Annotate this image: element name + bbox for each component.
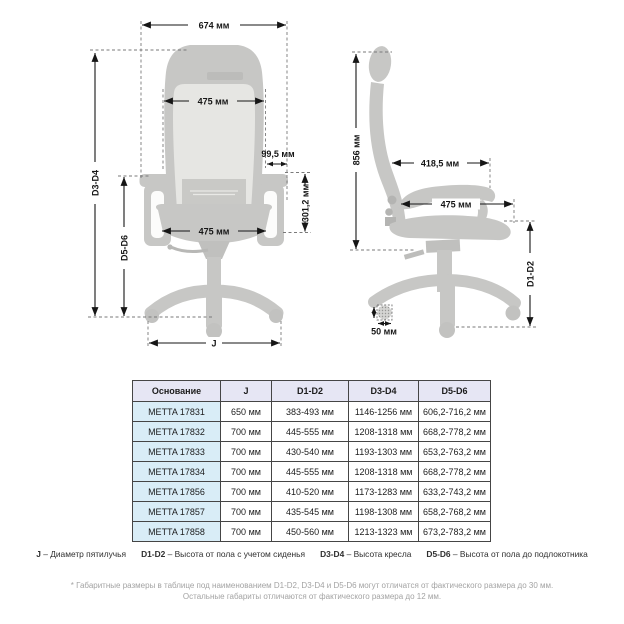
dim-d3d4-label: D3-D4 xyxy=(90,169,101,197)
dim-total-width-label: 674 мм xyxy=(198,20,230,31)
caster xyxy=(506,306,521,321)
d1d2-cell: 430-540 мм xyxy=(272,442,349,462)
d3d4-cell: 1146-1256 мм xyxy=(349,402,419,422)
dim-back-height-label: 856 мм xyxy=(351,134,362,166)
base-front-leg xyxy=(440,282,455,328)
legend-item-d1d2 xyxy=(141,549,305,559)
table-header-row xyxy=(133,381,491,402)
dim-backrest-width-label: 475 мм xyxy=(197,96,229,107)
d3d4-cell: 1208-1318 мм xyxy=(349,422,419,442)
legend-desc: – Высота от пола с учетом сиденья xyxy=(167,549,306,559)
j-cell: 700 мм xyxy=(221,422,272,442)
j-cell: 700 мм xyxy=(221,462,272,482)
legend-desc: – Высота от пола до подлокотника xyxy=(452,549,588,559)
table-row xyxy=(133,442,491,462)
spec-table xyxy=(132,380,491,542)
legend-key: D5-D6 xyxy=(426,549,451,559)
dim-d1d2-label: D1-D2 xyxy=(525,260,536,288)
legend-item-d5d6 xyxy=(426,549,587,559)
table-row xyxy=(133,402,491,422)
headrest-side xyxy=(367,45,394,84)
header-d3d4: D3-D4 xyxy=(349,381,419,402)
legend xyxy=(0,549,624,559)
table-row xyxy=(133,462,491,482)
table-row xyxy=(133,522,491,542)
footnote-line-1: * Габаритные размеры в таблице под наименованием D1-D2, D3-D4 и D5-D6 могут отличатся от фактического размера до 30 мм. xyxy=(70,581,554,590)
footnote xyxy=(0,580,624,602)
dim-armrest-height-label: 301,2 мм xyxy=(300,183,311,223)
back-knob xyxy=(388,196,397,205)
d5d6-cell: 658,2-768,2 мм xyxy=(419,502,491,522)
header-j: J xyxy=(221,381,272,402)
model-cell: METTA 17858 xyxy=(133,522,221,542)
header-d5d6: D5-D6 xyxy=(419,381,491,402)
j-cell: 700 мм xyxy=(221,482,272,502)
d5d6-cell: 668,2-778,2 мм xyxy=(419,422,491,442)
legend-desc: – Диаметр пятилучья xyxy=(43,549,127,559)
caster xyxy=(269,309,283,323)
legend-desc: – Высота кресла xyxy=(346,549,412,559)
j-cell: 650 мм xyxy=(221,402,272,422)
d1d2-cell: 450-560 мм xyxy=(272,522,349,542)
table-row xyxy=(133,502,491,522)
j-cell: 700 мм xyxy=(221,522,272,542)
footnote-line-2: Остальные габариты отличаются от фактического размера до 12 мм. xyxy=(182,592,442,601)
d1d2-cell: 410-520 мм xyxy=(272,482,349,502)
legend-key: D3-D4 xyxy=(320,549,345,559)
d3d4-cell: 1193-1303 мм xyxy=(349,442,419,462)
headrest-inset xyxy=(207,72,243,80)
model-cell: METTA 17832 xyxy=(133,422,221,442)
legend-item-j xyxy=(36,549,126,559)
d1d2-cell: 383-493 мм xyxy=(272,402,349,422)
d1d2-cell: 445-555 мм xyxy=(272,462,349,482)
d5d6-cell: 668,2-778,2 мм xyxy=(419,462,491,482)
d3d4-cell: 1208-1318 мм xyxy=(349,462,419,482)
j-cell: 700 мм xyxy=(221,442,272,462)
dim-armrest-length-label: 418,5 мм xyxy=(420,158,460,169)
model-cell: METTA 17856 xyxy=(133,482,221,502)
caster-measured xyxy=(378,306,392,320)
legend-key: D1-D2 xyxy=(141,549,166,559)
model-cell: METTA 17834 xyxy=(133,462,221,482)
legend-key: J xyxy=(36,549,41,559)
d3d4-cell: 1173-1283 мм xyxy=(349,482,419,502)
dim-base-diameter-label: J xyxy=(211,338,217,349)
d5d6-cell: 633,2-743,2 мм xyxy=(419,482,491,502)
model-cell: METTA 17833 xyxy=(133,442,221,462)
d1d2-cell: 435-545 мм xyxy=(272,502,349,522)
header-base: Основание xyxy=(133,381,221,402)
table-row xyxy=(133,482,491,502)
chair-side-view xyxy=(367,45,521,338)
dim-seat-width-label: 475 мм xyxy=(198,226,230,237)
model-cell: METTA 17831 xyxy=(133,402,221,422)
dim-caster-label: 50 мм xyxy=(371,326,397,337)
legend-item-d3d4 xyxy=(320,549,411,559)
lever-handle xyxy=(167,244,172,249)
j-cell: 700 мм xyxy=(221,502,272,522)
model-cell: METTA 17857 xyxy=(133,502,221,522)
caster xyxy=(439,322,455,338)
d5d6-cell: 673,2-783,2 мм xyxy=(419,522,491,542)
back-knob xyxy=(385,208,393,216)
header-d1d2: D1-D2 xyxy=(272,381,349,402)
dim-seat-depth-label: 475 мм xyxy=(440,199,472,210)
caster xyxy=(145,309,159,323)
seat-side xyxy=(389,215,510,240)
seat-lever xyxy=(404,249,425,259)
lumbar-support xyxy=(182,179,246,206)
table-row xyxy=(133,422,491,442)
d5d6-cell: 653,2-763,2 мм xyxy=(419,442,491,462)
caster xyxy=(206,323,222,339)
dim-armrest-offset-label: 99,5 мм xyxy=(261,149,295,159)
d1d2-cell: 445-555 мм xyxy=(272,422,349,442)
d3d4-cell: 1198-1308 мм xyxy=(349,502,419,522)
d3d4-cell: 1213-1323 мм xyxy=(349,522,419,542)
seat xyxy=(156,204,272,243)
dim-d5d6-label: D5-D6 xyxy=(119,234,130,262)
d5d6-cell: 606,2-716,2 мм xyxy=(419,402,491,422)
